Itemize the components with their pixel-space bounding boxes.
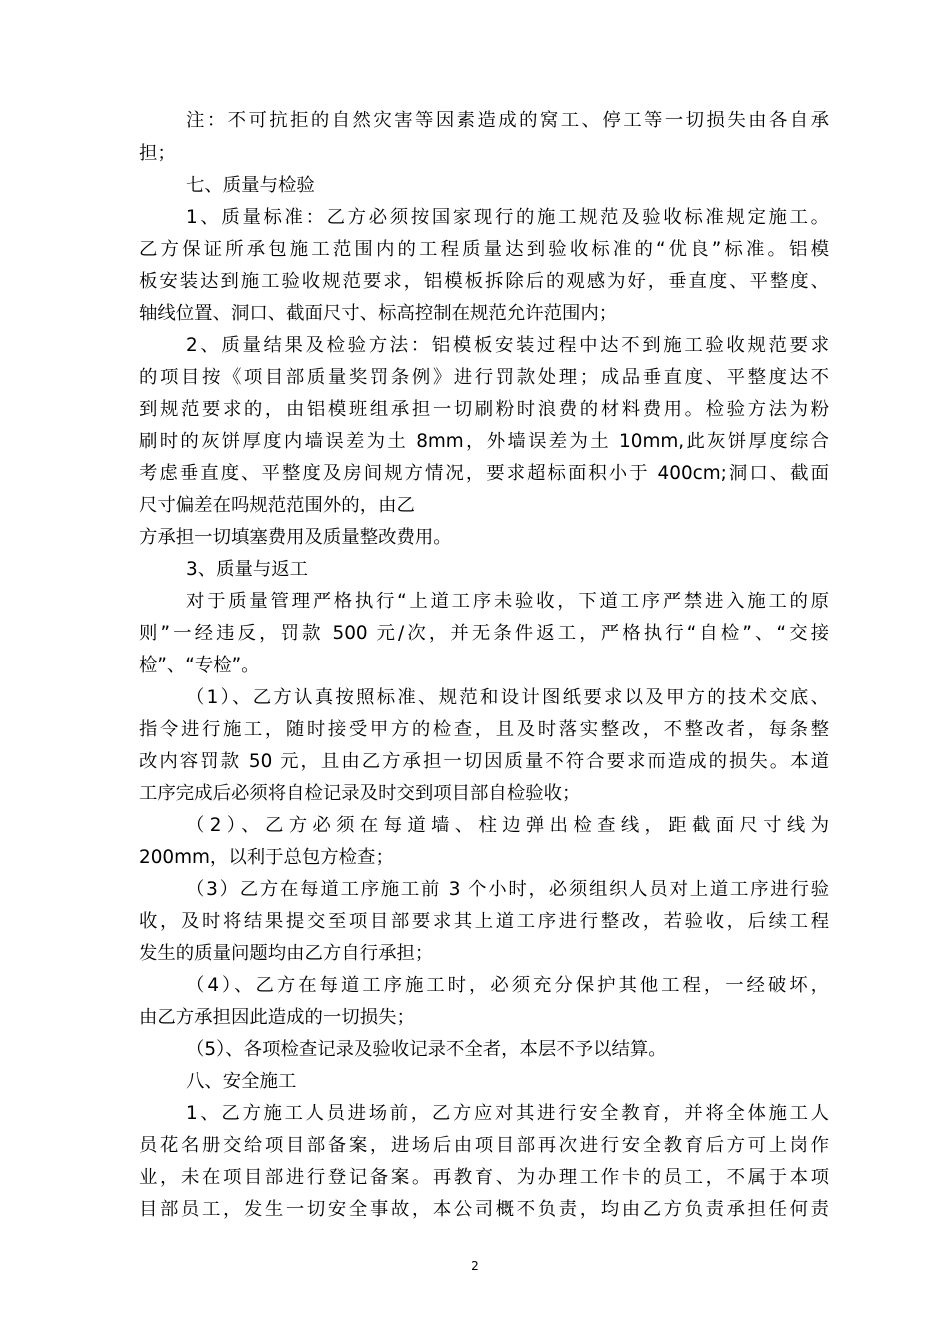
- text-line: （2）、乙方必须在每道墙、柱边弹出检查线，距截面尺寸线为: [186, 815, 829, 836]
- text-line: 工序完成后必须将自检记录及时交到项目部自检验收；: [139, 783, 581, 804]
- text-line: 2、质量结果及检验方法：铝模板安装过程中达不到施工验收规范要求: [186, 335, 829, 356]
- text-line: 注：不可抗拒的自然灾害等因素造成的窝工、停工等一切损失由各自承: [186, 110, 829, 131]
- text-line: 考虑垂直度、平整度及房间规方情况，要求超标面积小于 400cm;洞口、截面: [139, 463, 829, 484]
- text-line: （3）乙方在每道工序施工前 3 个小时，必须组织人员对上道工序进行验: [186, 879, 829, 900]
- text-line: 对于质量管理严格执行“上道工序未验收，下道工序严禁进入施工的原: [186, 591, 829, 612]
- page-number: 2: [471, 1259, 479, 1273]
- text-line: 由乙方承担因此造成的一切损失；: [139, 1007, 415, 1028]
- text-line: 发生的质量问题均由乙方自行承担；: [139, 943, 434, 964]
- text-line: 业，未在项目部进行登记备案。再教育、为办理工作卡的员工，不属于本项: [139, 1167, 829, 1188]
- text-line: 板安装达到施工验收规范要求，铝模板拆除后的观感为好，垂直度、平整度、: [139, 271, 829, 292]
- text-line: 1、质量标准：乙方必须按国家现行的施工规范及验收标准规定施工。: [186, 207, 829, 228]
- text-line: 到规范要求的，由铝模班组承担一切刷粉时浪费的材料费用。检验方法为粉: [139, 399, 829, 420]
- text-line: 改内容罚款 50 元，且由乙方承担一切因质量不符合要求而造成的损失。本道: [139, 751, 829, 772]
- text-line: 担；: [139, 143, 176, 164]
- text-line: （4）、乙方在每道工序施工时，必须充分保护其他工程，一经破坏，: [186, 975, 829, 996]
- text-line: 指令进行施工，随时接受甲方的检查，且及时落实整改，不整改者，每条整: [139, 719, 829, 740]
- text-line: 尺寸偏差在吗规范范围外的，由乙: [139, 495, 415, 516]
- section-heading: 七、质量与检验: [186, 175, 315, 196]
- text-line: 检”、“专检”。: [139, 655, 260, 676]
- text-line: 200mm，以利于总包方检查；: [139, 847, 394, 868]
- text-line: 收，及时将结果提交至项目部要求其上道工序进行整改，若验收，后续工程: [139, 911, 829, 932]
- text-line: 乙方保证所承包施工范围内的工程质量达到验收标准的“优良”标准。铝模: [139, 239, 829, 260]
- text-line: （1）、乙方认真按照标准、规范和设计图纸要求以及甲方的技术交底、: [186, 687, 829, 708]
- text-line: 轴线位置、洞口、截面尺寸、标高控制在规范允许范围内；: [139, 303, 618, 324]
- text-line: 刷时的灰饼厚度内墙误差为土 8mm，外墙误差为土 10mm,此灰饼厚度综合: [139, 431, 829, 452]
- text-line: 则”一经违反，罚款 500 元/次，并无条件返工，严格执行“自检”、“交接: [139, 623, 829, 644]
- text-line: 目部员工，发生一切安全事故，本公司概不负责，均由乙方负责承担任何责: [139, 1199, 829, 1220]
- section-heading: 八、安全施工: [186, 1071, 297, 1092]
- text-line: 1、乙方施工人员进场前，乙方应对其进行安全教育，并将全体施工人: [186, 1103, 829, 1124]
- text-line: （5）、各项检查记录及验收记录不全者，本层不予以结算。: [186, 1039, 667, 1060]
- text-line: 员花名册交给项目部备案，进场后由项目部再次进行安全教育后方可上岗作: [139, 1135, 829, 1156]
- text-line: 方承担一切填塞费用及质量整改费用。: [139, 527, 452, 548]
- section-heading: 3、质量与返工: [186, 559, 309, 580]
- text-line: 的项目按《项目部质量奖罚条例》进行罚款处理；成品垂直度、平整度达不: [139, 367, 829, 388]
